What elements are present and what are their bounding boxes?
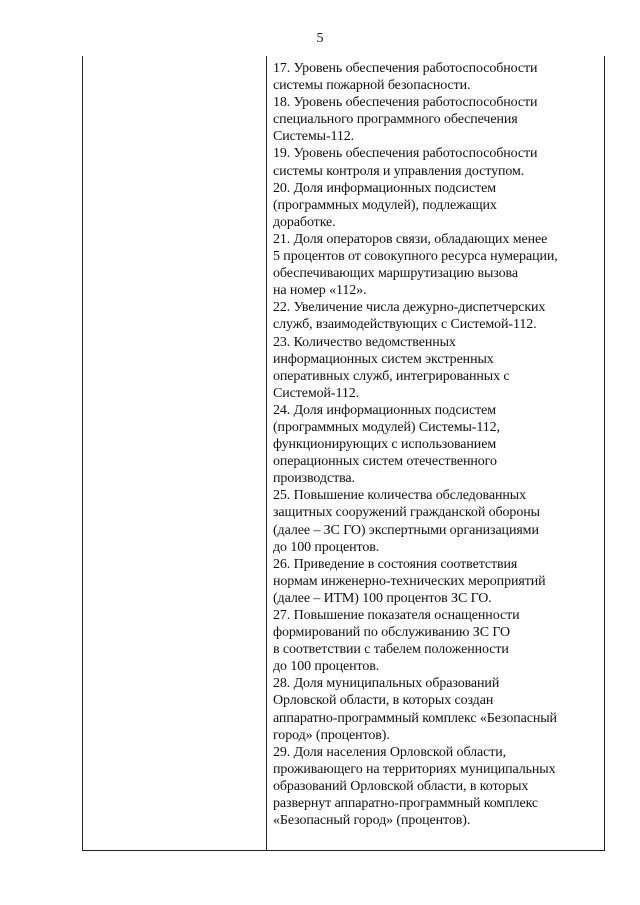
indicator-item bbox=[273, 675, 603, 743]
indicator-line: Системы-112. bbox=[273, 129, 355, 145]
indicator-line: (программных модулей) Системы-112, bbox=[273, 419, 500, 435]
indicator-line: 29. Доля населения Орловской области, bbox=[273, 744, 507, 760]
indicator-line: операционных систем отечественного bbox=[273, 454, 497, 470]
indicator-line: (далее – ИТМ) 100 процентов ЗС ГО. bbox=[273, 590, 492, 606]
indicator-line: 19. Уровень обеспечения работоспособности bbox=[273, 146, 538, 162]
indicator-line: 23. Количество ведомственных bbox=[273, 334, 456, 350]
indicator-line: (программных модулей), подлежащих bbox=[273, 197, 497, 213]
indicator-line: в соответствии с табелем положенности bbox=[273, 642, 509, 658]
indicator-line: защитных сооружений гражданской обороны bbox=[273, 505, 540, 521]
indicator-line: 25. Повышение количества обследованных bbox=[273, 488, 526, 504]
indicators-table bbox=[82, 56, 605, 851]
indicator-line: формирований по обслуживанию ЗС ГО bbox=[273, 625, 511, 641]
indicator-line: Орловской области, в которых создан bbox=[273, 693, 494, 709]
indicator-list bbox=[273, 60, 603, 829]
indicator-line: 24. Доля информационных подсистем bbox=[273, 402, 497, 418]
indicator-item bbox=[273, 94, 603, 145]
indicator-line: (далее – ЗС ГО) экспертными организациями bbox=[273, 522, 539, 538]
indicator-line: аппаратно-программный комплекс «Безопасный bbox=[273, 710, 557, 726]
indicator-item bbox=[273, 487, 603, 555]
indicator-line: образований Орловской области, в которых bbox=[273, 778, 529, 794]
indicator-line: на номер «112». bbox=[273, 283, 367, 299]
indicator-line: 5 процентов от совокупного ресурса нумерации, bbox=[273, 249, 558, 265]
indicator-item bbox=[273, 607, 603, 675]
indicator-line: «Безопасный город» (процентов). bbox=[273, 813, 471, 829]
indicator-line: оперативных служб, интегрированных с bbox=[273, 368, 510, 384]
indicator-line: 22. Увеличение числа дежурно-диспетчерских bbox=[273, 300, 546, 316]
table-left-cell bbox=[83, 56, 266, 850]
indicator-line: 21. Доля операторов связи, обладающих менее bbox=[273, 231, 548, 247]
indicator-line: Системой-112. bbox=[273, 385, 360, 401]
indicator-line: развернут аппаратно-программный комплекс bbox=[273, 796, 539, 812]
indicator-item bbox=[273, 556, 603, 607]
indicator-line: 20. Доля информационных подсистем bbox=[273, 180, 497, 196]
indicator-line: 26. Приведение в состояния соответствия bbox=[273, 556, 518, 572]
indicator-line: до 100 процентов. bbox=[273, 539, 380, 555]
indicator-line: системы контроля и управления доступом. bbox=[273, 163, 525, 179]
indicator-line: доработке. bbox=[273, 214, 336, 230]
indicator-line: функционирующих с использованием bbox=[273, 437, 497, 453]
indicator-line: служб, взаимодействующих с Системой-112. bbox=[273, 317, 537, 333]
indicator-line: проживающего на территориях муниципальных bbox=[273, 761, 556, 777]
indicator-line: 27. Повышение показателя оснащенности bbox=[273, 608, 520, 623]
indicator-line: обеспечивающих маршрутизацию вызова bbox=[273, 266, 518, 282]
indicator-item bbox=[273, 299, 603, 333]
indicator-line: нормам инженерно-технических мероприятий bbox=[273, 573, 546, 589]
indicator-item bbox=[273, 145, 603, 179]
indicator-item bbox=[273, 231, 603, 299]
indicator-line: до 100 процентов. bbox=[273, 659, 380, 675]
indicator-line: информационных систем экстренных bbox=[273, 351, 494, 367]
indicator-item bbox=[273, 402, 603, 487]
indicator-item bbox=[273, 334, 603, 402]
indicator-line: системы пожарной безопасности. bbox=[273, 78, 471, 94]
indicator-line: специального программного обеспечения bbox=[273, 112, 518, 128]
column-divider bbox=[266, 56, 267, 850]
page-number: 5 bbox=[316, 31, 324, 46]
indicator-line: 18. Уровень обеспечения работоспособности bbox=[273, 95, 538, 111]
indicator-line: город» (процентов). bbox=[273, 727, 390, 743]
indicator-item bbox=[273, 60, 603, 94]
indicator-line: 17. Уровень обеспечения работоспособности bbox=[273, 61, 538, 76]
indicator-line: производства. bbox=[273, 471, 355, 487]
indicator-line: 28. Доля муниципальных образований bbox=[273, 676, 500, 692]
indicator-item bbox=[273, 744, 603, 829]
indicator-item bbox=[273, 180, 603, 231]
